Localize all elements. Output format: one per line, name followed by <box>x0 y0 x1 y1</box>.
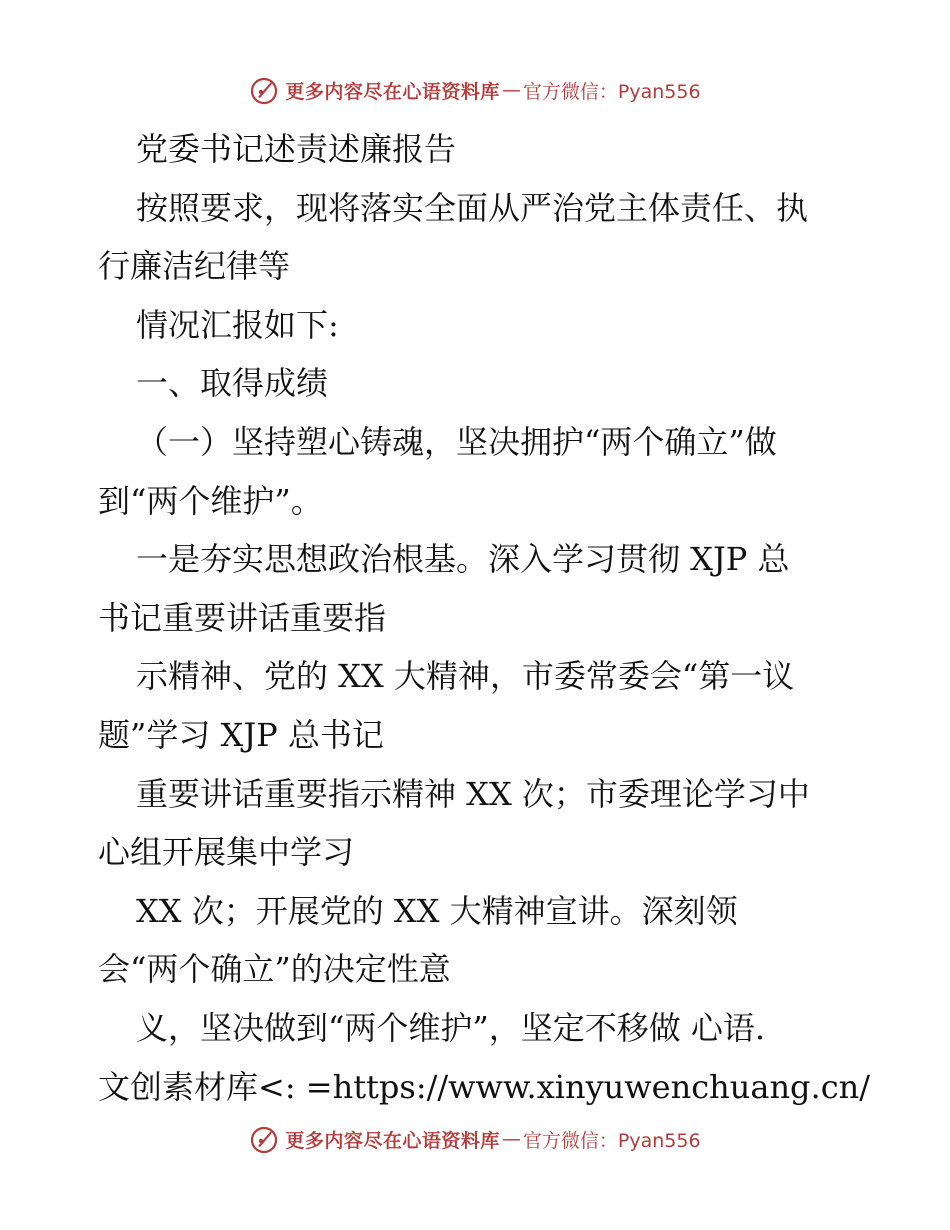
footer-wechat-text: 官方微信：Pyan556 <box>522 1129 701 1152</box>
paragraph-line: 书记重要讲话重要指 <box>98 598 387 637</box>
paragraph-line: 行廉洁纪律等 <box>98 247 291 286</box>
paragraph-line: 题”学习 XJP 总书记 <box>98 715 384 754</box>
section-heading: 一、取得成绩 <box>136 364 329 403</box>
footer-watermark <box>0 1119 950 1159</box>
paragraph-line: 按照要求，现将落实全面从严治党主体责任、执 <box>136 188 809 227</box>
footer-brand-text: 更多内容尽在心语资料库 <box>285 1129 500 1152</box>
paragraph-line: 到“两个维护”。 <box>98 481 323 520</box>
paragraph-line: 示精神、党的 XX 大精神，市委常委会“第一议 <box>136 657 795 696</box>
paragraph-line: 心组开展集中学习 <box>98 833 355 872</box>
footer-separator: — <box>501 1128 521 1150</box>
paragraph-line: 会“两个确立”的决定性意 <box>98 950 451 989</box>
header-watermark <box>0 70 950 110</box>
paragraph-line: XX 次；开展党的 XX 大精神宣讲。深刻领 <box>136 891 738 930</box>
header-wechat-text: 官方微信：Pyan556 <box>522 80 701 103</box>
paragraph-line: 情况汇报如下: <box>136 305 339 344</box>
subsection-heading: （一）坚持塑心铸魂，坚决拥护“两个确立”做 <box>136 422 777 461</box>
paragraph-line: 重要讲话重要指示精神 XX 次；市委理论学习中 <box>136 774 810 813</box>
document-title: 党委书记述责述廉报告 <box>136 130 457 168</box>
header-separator: — <box>501 79 521 101</box>
quill-pen-logo-icon <box>249 75 279 105</box>
header-brand-text: 更多内容尽在心语资料库 <box>285 80 500 103</box>
paragraph-line: 义，坚决做到“两个维护”，坚定不移做 心语. <box>136 1008 766 1047</box>
paragraph-line: 一是夯实思想政治根基。深入学习贯彻 XJP 总 <box>136 540 790 579</box>
document-body <box>98 120 871 1116</box>
quill-pen-logo-icon <box>249 1124 279 1154</box>
paragraph-line: 文创素材库<: =https://www.xinyuwenchuang.cn/ <box>98 1067 871 1106</box>
